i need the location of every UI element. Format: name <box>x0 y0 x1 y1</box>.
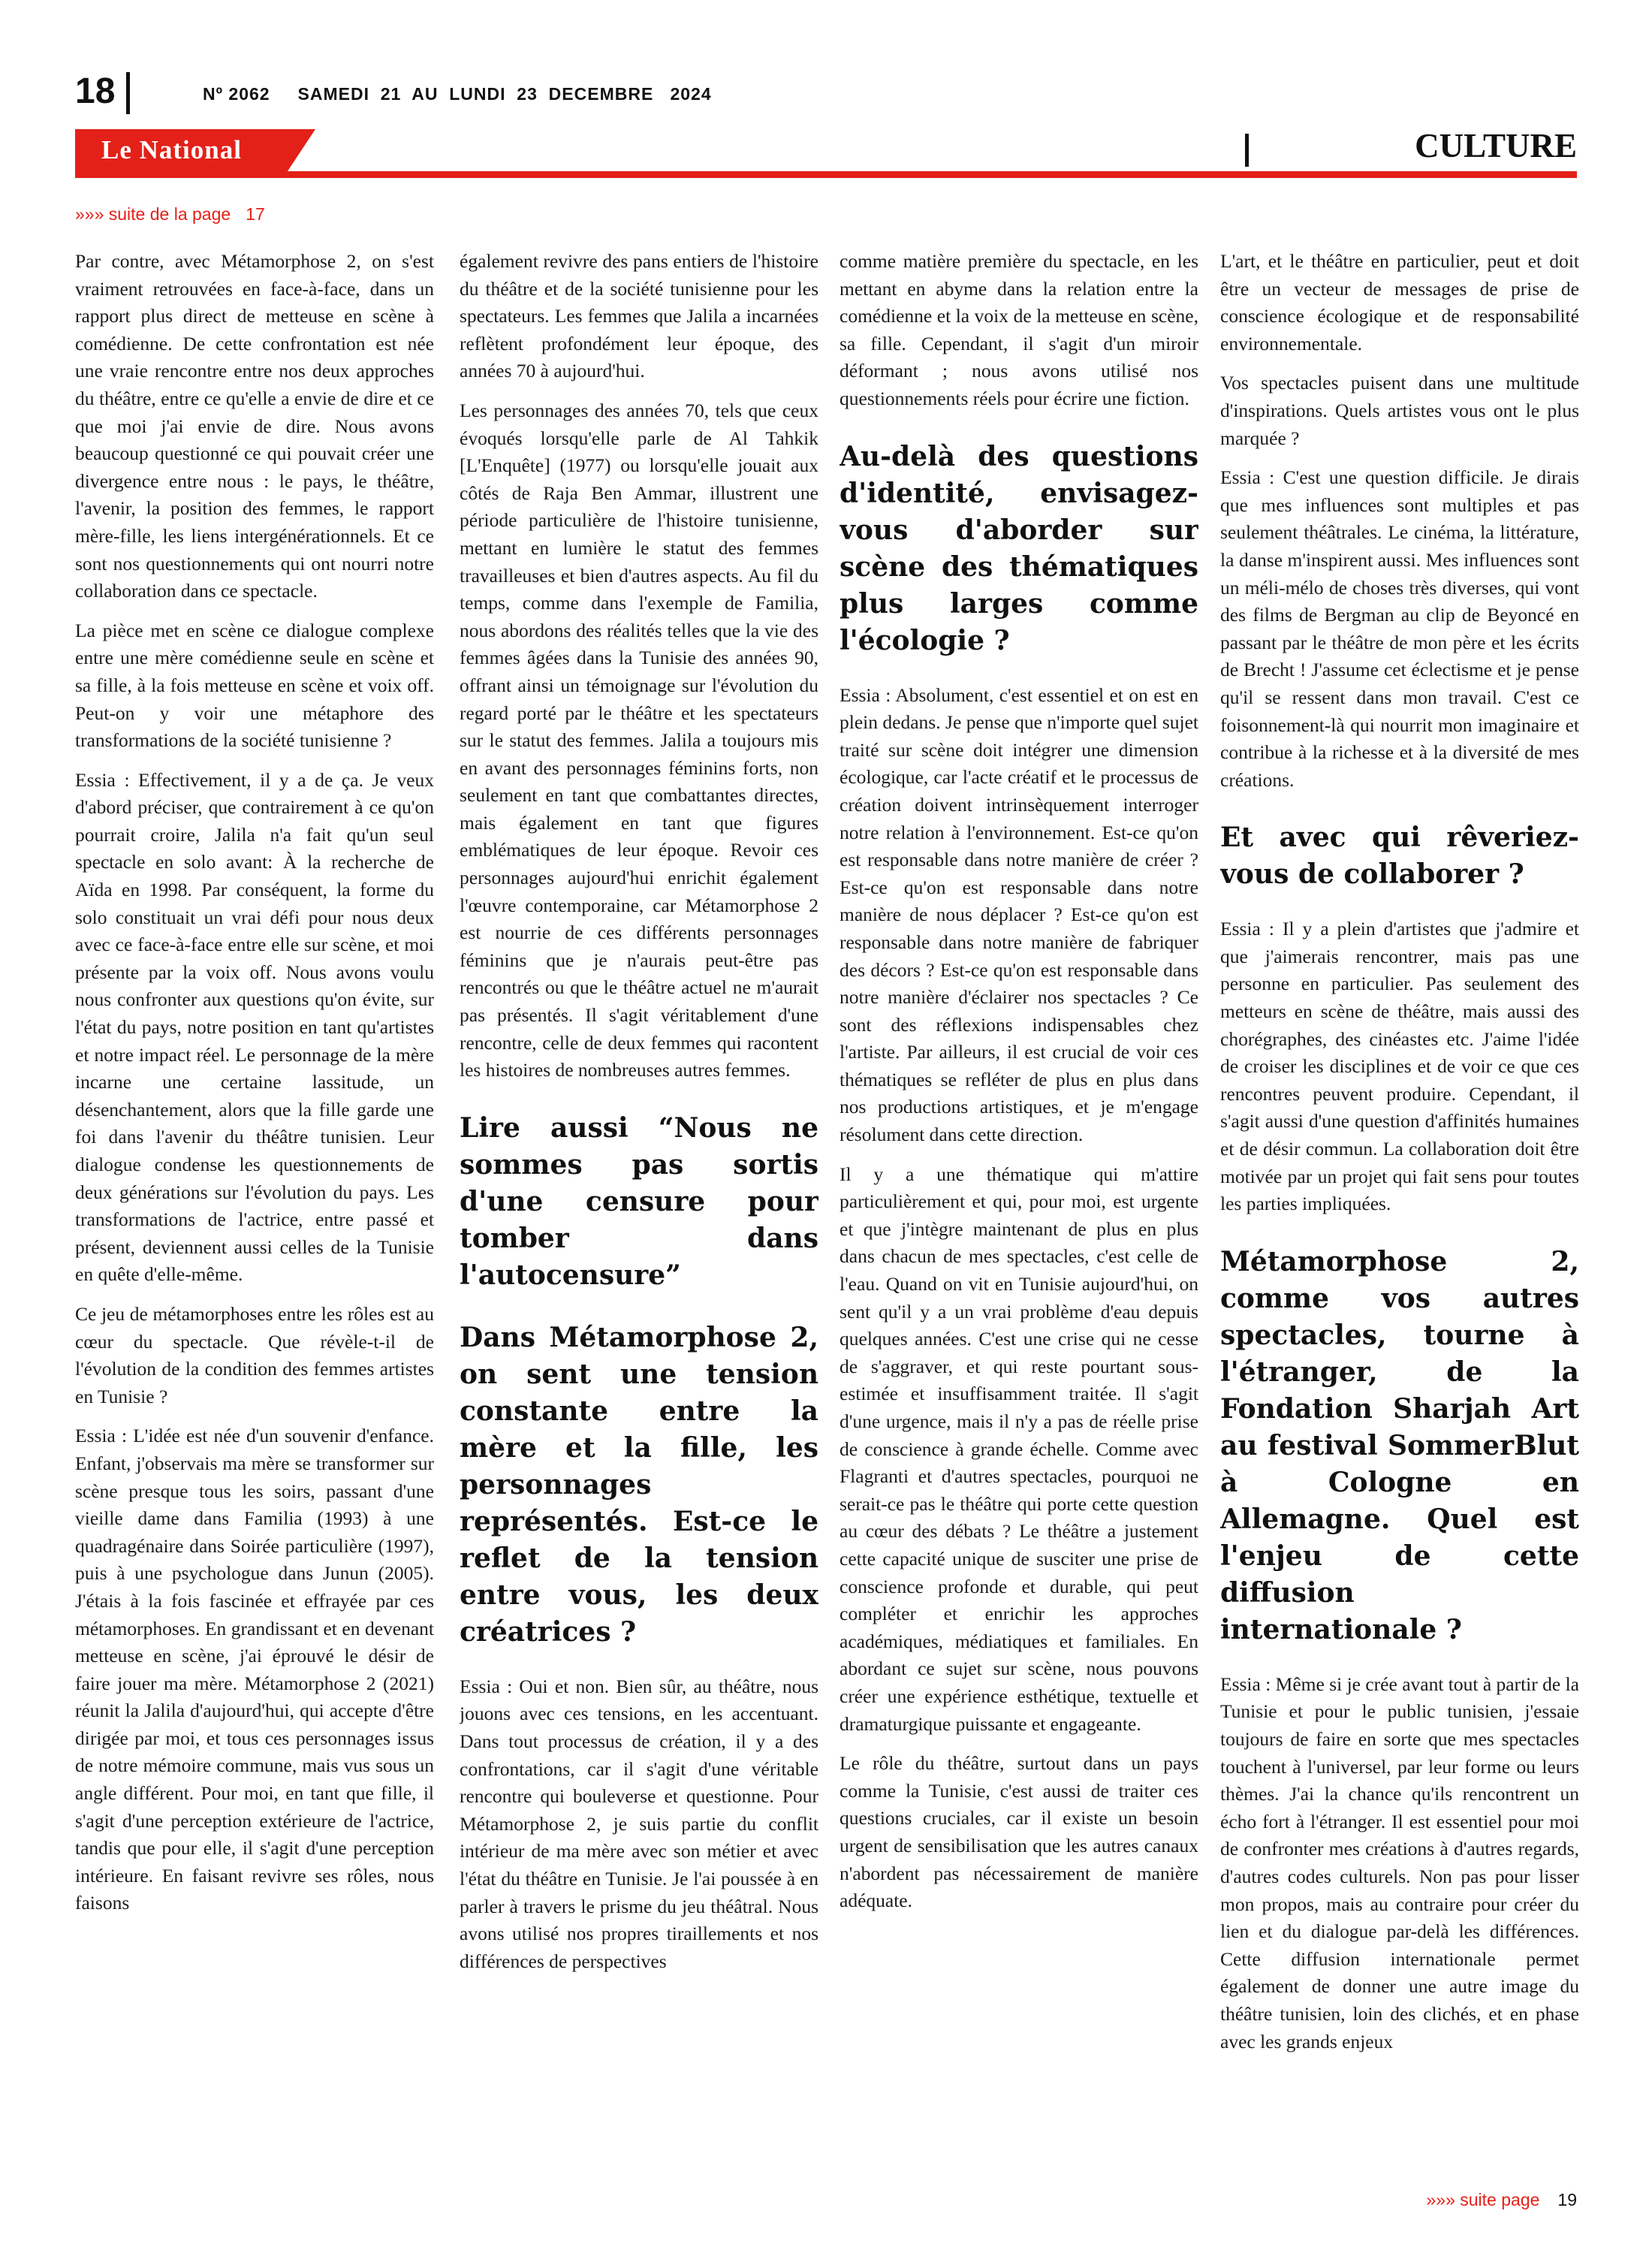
answer: Essia : Il y a plein d'artistes que j'admire et que j'aimerais rencontrer, mais pas une personne en particulier. Pas seulement des metteurs en scène de théâtre, mais aussi des chorégraphes, des cinéastes etc. J'aime l'idée de croiser les disciplines et de voir ce que ces rencontres peuvent produire. Cependant, il s'agit aussi d'une question d'affinités humaines et de désir commun. La collaboration doit être motivée par un projet qui fait sens pour toutes les parties impliquées. <box>1220 918 1579 1215</box>
paragraph: comme matière première du spectacle, en les mettant en abyme dans la relation entre la comédienne et la voix de la metteuse en scène, sa fille. Cependant, il s'agit d'un miroir déformant ; nous avons utilisé nos questionnements réels pour écrire une fiction. <box>840 250 1198 409</box>
paragraph: Il y a une thématique qui m'attire particulièrement et qui, pour moi, est urgente et que j'intègre maintenant de plus en plus dans chacun de mes spectacles, c'est celle de l'eau. Quand on vit en Tunisie aujourd'hui, on sent qu'il y a un vrai problème d'eau depuis quelques années. C'est une crise qui ne cesse de s'aggraver, et qui reste pourtant sous-estimée et insuffisamment traitée. Il s'agit d'une urgence, mais il n'y a pas de réelle prise de conscience à grande échelle. Comme avec Flagranti et d'autres spectacles, pourquoi ne serait-ce pas le théâtre qui porte cette question au cœur des débats ? Le théâtre a justement cette capacité unique de susciter une prise de conscience profonde et durable, qui peut compléter et enrichir les approches académiques, médiatiques et familiales. En abordant ce sujet sur scène, nous pouvons créer une expérience esthétique, textuelle et dramaturgique puissante et engageante. <box>840 1163 1198 1735</box>
continued-to-page: 19 <box>1557 2190 1577 2209</box>
answer: Essia : C'est une question difficile. Je dirais que mes influences sont multiples et pas seulement théâtrales. Le cinéma, la littérature, la danse m'inspirent aussi. Mes influences sont un méli-mélo de choses très diverses, qui vont des films de Bergman au clip de Beyoncé en passant par le théâtre de mon père et les écrits de Brecht ! J'assume cet éclectisme et je pense qu'il se ressent dans mon travail. C'est ce foisonnement-là qui nourrit mon imaginaire et contribue à la richesse et à la diversité de mes créations. <box>1220 466 1579 791</box>
paragraph: Par contre, avec Métamorphose 2, on s'est vraiment retrouvées en face-à-face, dans un rapport plus direct de metteuse en scène à comédienne. De cette confrontation est née une vraie rencontre entre nos deux approches du théâtre, entre ce qu'elle a envie de dire et ce que moi j'ai envie de dire. Nous avons beaucoup questionné ce qui pouvait créer une divergence entre nous : le pays, le théâtre, l'avenir, la position des femmes, le rapport mère-fille, les liens intergénérationnels. Et ce sont nos questionnements qui ont nourri notre collaboration dans ce spectacle. <box>75 250 434 602</box>
paragraph: Les personnages des années 70, tels que ceux évoqués lorsqu'elle parle de Al Tahkik [L'Enquête] (1977) ou lorsqu'elle jouait aux côtés de Raja Ben Ammar, illustrent une période particulière de l'histoire tunisienne, mettant en lumière le statut des femmes travailleuses et bien d'autres aspects. Au fil du temps, comme dans l'exemple de Familia, nous abordons des réalités telles que la vie des femmes âgées dans la Tunisie des années 90, offrant ainsi un témoignage sur l'évolution du regard porté par le théâtre et les spectateurs sur le statut des femmes. Jalila a toujours mis en avant des personnages féminins forts, non seulement en tant que combattantes directes, mais également en tant que figures emblématiques de leur époque. Revoir ces personnages aujourd'hui enrichit également l'œuvre contemporaine, car Métamorphose 2 est nourrie de ces différents personnages féminins que je n'aurais peut-être pas rencontrés ou que le théâtre actuel ne m'aurait pas présentés. Il s'agit véritablement d'une rencontre, celle de deux femmes qui racontent les histoires de nombreuses autres femmes. <box>460 399 818 1081</box>
read-also-link[interactable]: Lire aussi “Nous ne sommes pas sortis d'une censure pour tomber dans l'autocensure” <box>460 1111 818 1291</box>
article-column-1 <box>75 248 434 2125</box>
section-title: CULTURE <box>1415 127 1577 164</box>
answer: Essia : Même si je crée avant tout à partir de la Tunisie et pour le public tunisien, j'essaie toujours de faire en sorte que mes spectacles touchent à l'universel, par leur forme ou leurs thèmes. J'ai la chance qu'ils rencontrent un écho fort à l'étranger. Il est essentiel pour moi de confronter mes créations à d'autres regards, d'autres codes culturels. Non pas pour lisser mon propos, mais au contraire pour créer du lien et du dialogue par-delà les différences. Cette diffusion internationale permet également de donner une autre image du théâtre tunisien, loin des clichés, et en phase avec les grands enjeux <box>1220 1672 1579 2052</box>
section-divider <box>1245 134 1249 167</box>
publication-name: Le National <box>101 135 242 164</box>
article-column-2 <box>460 248 818 2125</box>
question-heading: Et avec qui rêveriez-vous de collaborer ? <box>1220 822 1579 891</box>
answer: Essia : Effectivement, il y a de ça. Je veux d'abord préciser, que contrairement à ce qu'on pourrait croire, Jalila n'a fait qu'un seul spectacle en solo avant: À la recherche de Aïda en 1998. Par conséquent, la forme du solo constituait un vrai défi pour nous deux avec ce face-à-face entre elle sur scène, et moi présente par la voix off. Nous avons voulu nous confronter aux questions qu'on évite, sur l'état du pays, notre position en tant qu'artistes et notre impact réel. Le personnage de la mère incarne une certaine lassitude, un désenchantement, alors que la fille garde une foi dans l'avenir du théâtre tunisien. Leur dialogue condense les questionnements de deux générations sur l'évolution du pays. Les transformations de l'actrice, entre passé et présent, deviennent aussi celles de la Tunisie en quête d'elle-même. <box>75 768 434 1286</box>
issue-line: Nº 2062 SAMEDI 21 AU LUNDI 23 DECEMBRE 2024 <box>203 84 712 104</box>
continued-to-label: »»» suite page <box>1426 2190 1540 2209</box>
page-number-divider <box>126 72 130 114</box>
continued-from-page: 17 <box>246 204 265 224</box>
answer: Essia : Absolument, c'est essentiel et on est en plein dedans. Je pense que n'importe quel sujet traité sur scène doit intégrer une dimension écologique, car l'acte créatif et le processus de création doivent intrinsèquement interroger notre relation à l'environnement. Est-ce qu'on est responsable dans notre manière de créer ? Est-ce qu'on est responsable dans notre manière de nous déplacer ? Est-ce qu'on est responsable dans notre manière de fabriquer des décors ? Est-ce qu'on est responsable dans notre manière d'éclairer nos spectacles ? Ce sont des réflexions indispensables chez l'artiste. Par ailleurs, il est crucial de voir ces thématiques se refléter de plus en plus dans nos productions artistiques, et je m'engage résolument dans cette direction. <box>840 683 1198 1146</box>
question-heading: Dans Métamorphose 2, on sent une tension constante entre la mère et la fille, les personnages représentés. Est-ce le reflet de la tension entre vous, les deux créatrices ? <box>460 1321 818 1648</box>
paragraph: L'art, et le théâtre en particulier, peut et doit être un vecteur de messages de prise de conscience écologique et de responsabilité environnementale. <box>1220 250 1579 354</box>
article-column-4 <box>1220 248 1579 2125</box>
continued-from-label: »»» suite de la page <box>75 204 231 224</box>
question-heading: Au-delà des questions d'identité, envisagez-vous d'aborder sur scène des thématiques plus larges comme l'écologie ? <box>840 440 1198 656</box>
answer: Essia : Oui et non. Bien sûr, au théâtre, nous jouons avec ces tensions, en les accentuant. Dans tout processus de création, il y a des confrontations, car il s'agit d'une véritable rencontre qui bouleverse et questionne. Pour Métamorphose 2, je suis partie du conflit intérieur de ma mère avec son métier et avec l'état du théâtre en Tunisie. Je l'ai poussée à en parler à travers le prisme du jeu théâtral. Nous avons utilisé nos propres tiraillements et nos différences de perspectives <box>460 1675 818 1972</box>
question: Ce jeu de métamorphoses entre les rôles est au cœur du spectacle. Que révèle-t-il de l'évolution de la condition des femmes artistes en Tunisie ? <box>75 1302 434 1407</box>
question-heading: Métamorphose 2, comme vos autres spectacles, tourne à l'étranger, de la Fondation Sharjah Art au festival SommerBlut à Cologne en Allemagne. Quel est l'enjeu de cette diffusion internationale ? <box>1220 1245 1579 1645</box>
continued-from[interactable] <box>75 204 265 225</box>
continued-to[interactable] <box>1427 2190 1578 2210</box>
paragraph: également revivre des pans entiers de l'histoire du théâtre et de la société tunisienne pour les spectateurs. Les femmes que Jalila a incarnées reflètent profondément leur époque, des années 70 à aujourd'hui. <box>460 250 818 382</box>
question: La pièce met en scène ce dialogue complexe entre une mère comédienne seule en scène et sa fille, à la fois metteuse en scène et voix off. Peut-on y voir une métaphore des transformations de la société tunisienne ? <box>75 619 434 752</box>
header-rule <box>75 171 1577 178</box>
answer: Essia : L'idée est née d'un souvenir d'enfance. Enfant, j'observais ma mère se transformer sur scène presque tous les soirs, passant d'une vieille dame dans Familia (1993) à une quadragénaire dans Soirée particulière (1997), puis à une psychologue dans Junun (2005). J'étais à la fois fascinée et effrayée par ces métamorphoses. En grandissant et en devenant metteuse en scène, j'ai éprouvé le désir de faire jouer ma mère. Métamorphose 2 (2021) réunit la Jalila d'aujourd'hui, qui accepte d'être dirigée par moi, et tous ces personnages issus de notre mémoire commune, mais vus sous un angle différent. Pour moi, en tant que fille, il s'agit d'une perception extérieure de l'actrice, tandis que pour elle, il s'agit d'une perception intérieure. En faisant revivre ses rôles, nous faisons <box>75 1425 434 1914</box>
article-column-3 <box>840 248 1198 2125</box>
question: Vos spectacles puisent dans une multitude d'inspirations. Quels artistes vous ont le plus marquée ? <box>1220 372 1579 449</box>
page-number: 18 <box>75 71 116 111</box>
paragraph: Le rôle du théâtre, surtout dans un pays comme la Tunisie, c'est aussi de traiter ces questions cruciales, car il existe un besoin urgent de sensibilisation que les autres canaux n'abordent pas nécessairement de manière adéquate. <box>840 1752 1198 1912</box>
